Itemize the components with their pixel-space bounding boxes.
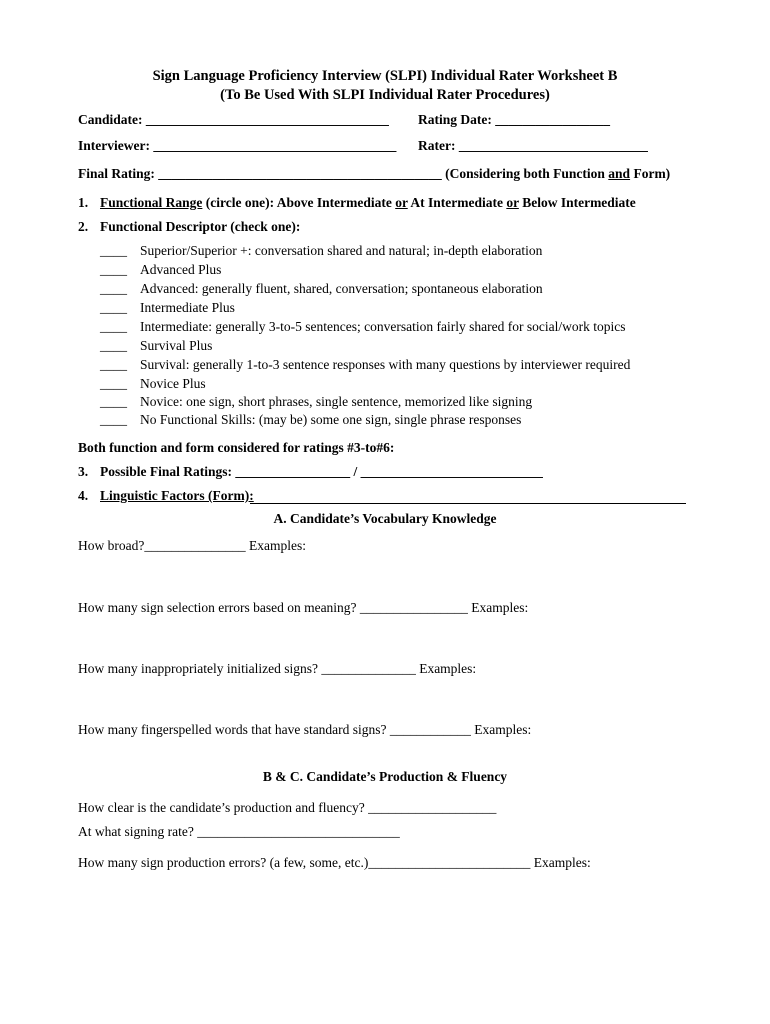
- item1-number: 1.: [78, 195, 89, 210]
- descriptor-row[interactable]: [100, 319, 626, 335]
- production-fluency-field[interactable]: How clear is the candidate’s production and fluency? ___________________: [78, 800, 497, 815]
- option-below-intermediate[interactable]: Below Intermediate: [518, 195, 636, 210]
- final-rating-suffix: Form): [630, 166, 671, 181]
- rater-field[interactable]: Rater: ____________________________: [418, 138, 648, 153]
- functional-range-line: [100, 195, 636, 211]
- option-at-intermediate[interactable]: At Intermediate: [407, 195, 507, 210]
- descriptor-row[interactable]: [100, 412, 522, 428]
- descriptor-row[interactable]: [100, 300, 235, 316]
- final-rating-prefix: Final Rating: __________________________________________ (Considering both Function: [78, 166, 609, 181]
- descriptor-row[interactable]: [100, 243, 543, 259]
- check-blank[interactable]: ____: [100, 357, 127, 372]
- section-bc-heading: B & C. Candidate’s Production & Fluency: [262, 769, 508, 784]
- possible-final-ratings-field[interactable]: Possible Final Ratings: _________________ / ___________________________: [100, 464, 543, 479]
- check-blank[interactable]: ____: [100, 376, 127, 391]
- worksheet-title: Sign Language Proficiency Interview (SLPI) Individual Rater Worksheet B: [152, 68, 618, 84]
- functional-range-label: Functional Range: [100, 195, 203, 210]
- linguistic-factors-heading: Linguistic Factors (Form):: [100, 488, 254, 503]
- section-a-heading: A. Candidate’s Vocabulary Knowledge: [273, 511, 497, 526]
- descriptor-row[interactable]: [100, 376, 206, 392]
- linguistic-factors-rule: [250, 503, 686, 504]
- check-blank[interactable]: ____: [100, 338, 127, 353]
- check-blank[interactable]: ____: [100, 300, 127, 315]
- rating-date-field[interactable]: Rating Date: _________________: [418, 112, 610, 127]
- descriptor-row[interactable]: [100, 262, 222, 278]
- descriptor-text: Advanced: generally fluent, shared, conversation; spontaneous elaboration: [140, 281, 543, 296]
- descriptor-row[interactable]: [100, 394, 533, 410]
- descriptor-text: Advanced Plus: [140, 262, 222, 277]
- check-blank[interactable]: ____: [100, 319, 127, 334]
- descriptor-text: Survival Plus: [140, 338, 213, 353]
- option-or-1[interactable]: or: [395, 195, 408, 210]
- descriptor-text: Intermediate Plus: [140, 300, 235, 315]
- check-blank[interactable]: ____: [100, 394, 127, 409]
- sign-selection-errors-field[interactable]: How many sign selection errors based on meaning? ________________ Examples:: [78, 600, 529, 615]
- sign-production-errors-field[interactable]: How many sign production errors? (a few, some, etc.)________________________ Examples:: [78, 855, 591, 870]
- descriptor-text: Novice: one sign, short phrases, single sentence, memorized like signing: [140, 394, 533, 409]
- interviewer-field[interactable]: Interviewer: ____________________________________: [78, 138, 397, 153]
- item4-number: 4.: [78, 488, 89, 503]
- option-or-2[interactable]: or: [506, 195, 519, 210]
- check-blank[interactable]: ____: [100, 281, 127, 296]
- descriptor-text: Intermediate: generally 3-to-5 sentences; conversation fairly shared for social/work topics: [140, 319, 626, 334]
- check-blank[interactable]: ____: [100, 243, 127, 258]
- final-rating-and: and: [608, 166, 631, 181]
- check-blank[interactable]: ____: [100, 262, 127, 277]
- check-blank[interactable]: ____: [100, 412, 127, 427]
- final-rating-field[interactable]: [78, 166, 670, 182]
- fingerspelled-words-field[interactable]: How many fingerspelled words that have standard signs? ____________ Examples:: [78, 722, 532, 737]
- how-broad-field[interactable]: How broad?_______________ Examples:: [78, 538, 306, 553]
- functional-range-text: (circle one): Above Intermediate: [202, 195, 396, 210]
- descriptor-row[interactable]: [100, 338, 213, 354]
- initialized-signs-field[interactable]: How many inappropriately initialized signs? ______________ Examples:: [78, 661, 477, 676]
- descriptor-text: Novice Plus: [140, 376, 206, 391]
- signing-rate-field[interactable]: At what signing rate? ______________________________: [78, 824, 400, 839]
- descriptor-text: Superior/Superior +: conversation shared and natural; in-depth elaboration: [140, 243, 543, 258]
- descriptor-text: Survival: generally 1-to-3 sentence responses with many questions by interviewer required: [140, 357, 631, 372]
- descriptor-row[interactable]: [100, 357, 631, 373]
- descriptor-row[interactable]: [100, 281, 543, 297]
- worksheet-subtitle: (To Be Used With SLPI Individual Rater Procedures): [220, 87, 550, 103]
- descriptor-text: No Functional Skills: (may be) some one sign, single phrase responses: [140, 412, 522, 427]
- item2-number: 2.: [78, 219, 89, 234]
- functional-descriptor-heading: Functional Descriptor (check one):: [100, 219, 301, 234]
- both-function-form-note: Both function and form considered for ratings #3-to#6:: [78, 440, 395, 455]
- item3-number: 3.: [78, 464, 89, 479]
- candidate-field[interactable]: Candidate: ____________________________________: [78, 112, 389, 127]
